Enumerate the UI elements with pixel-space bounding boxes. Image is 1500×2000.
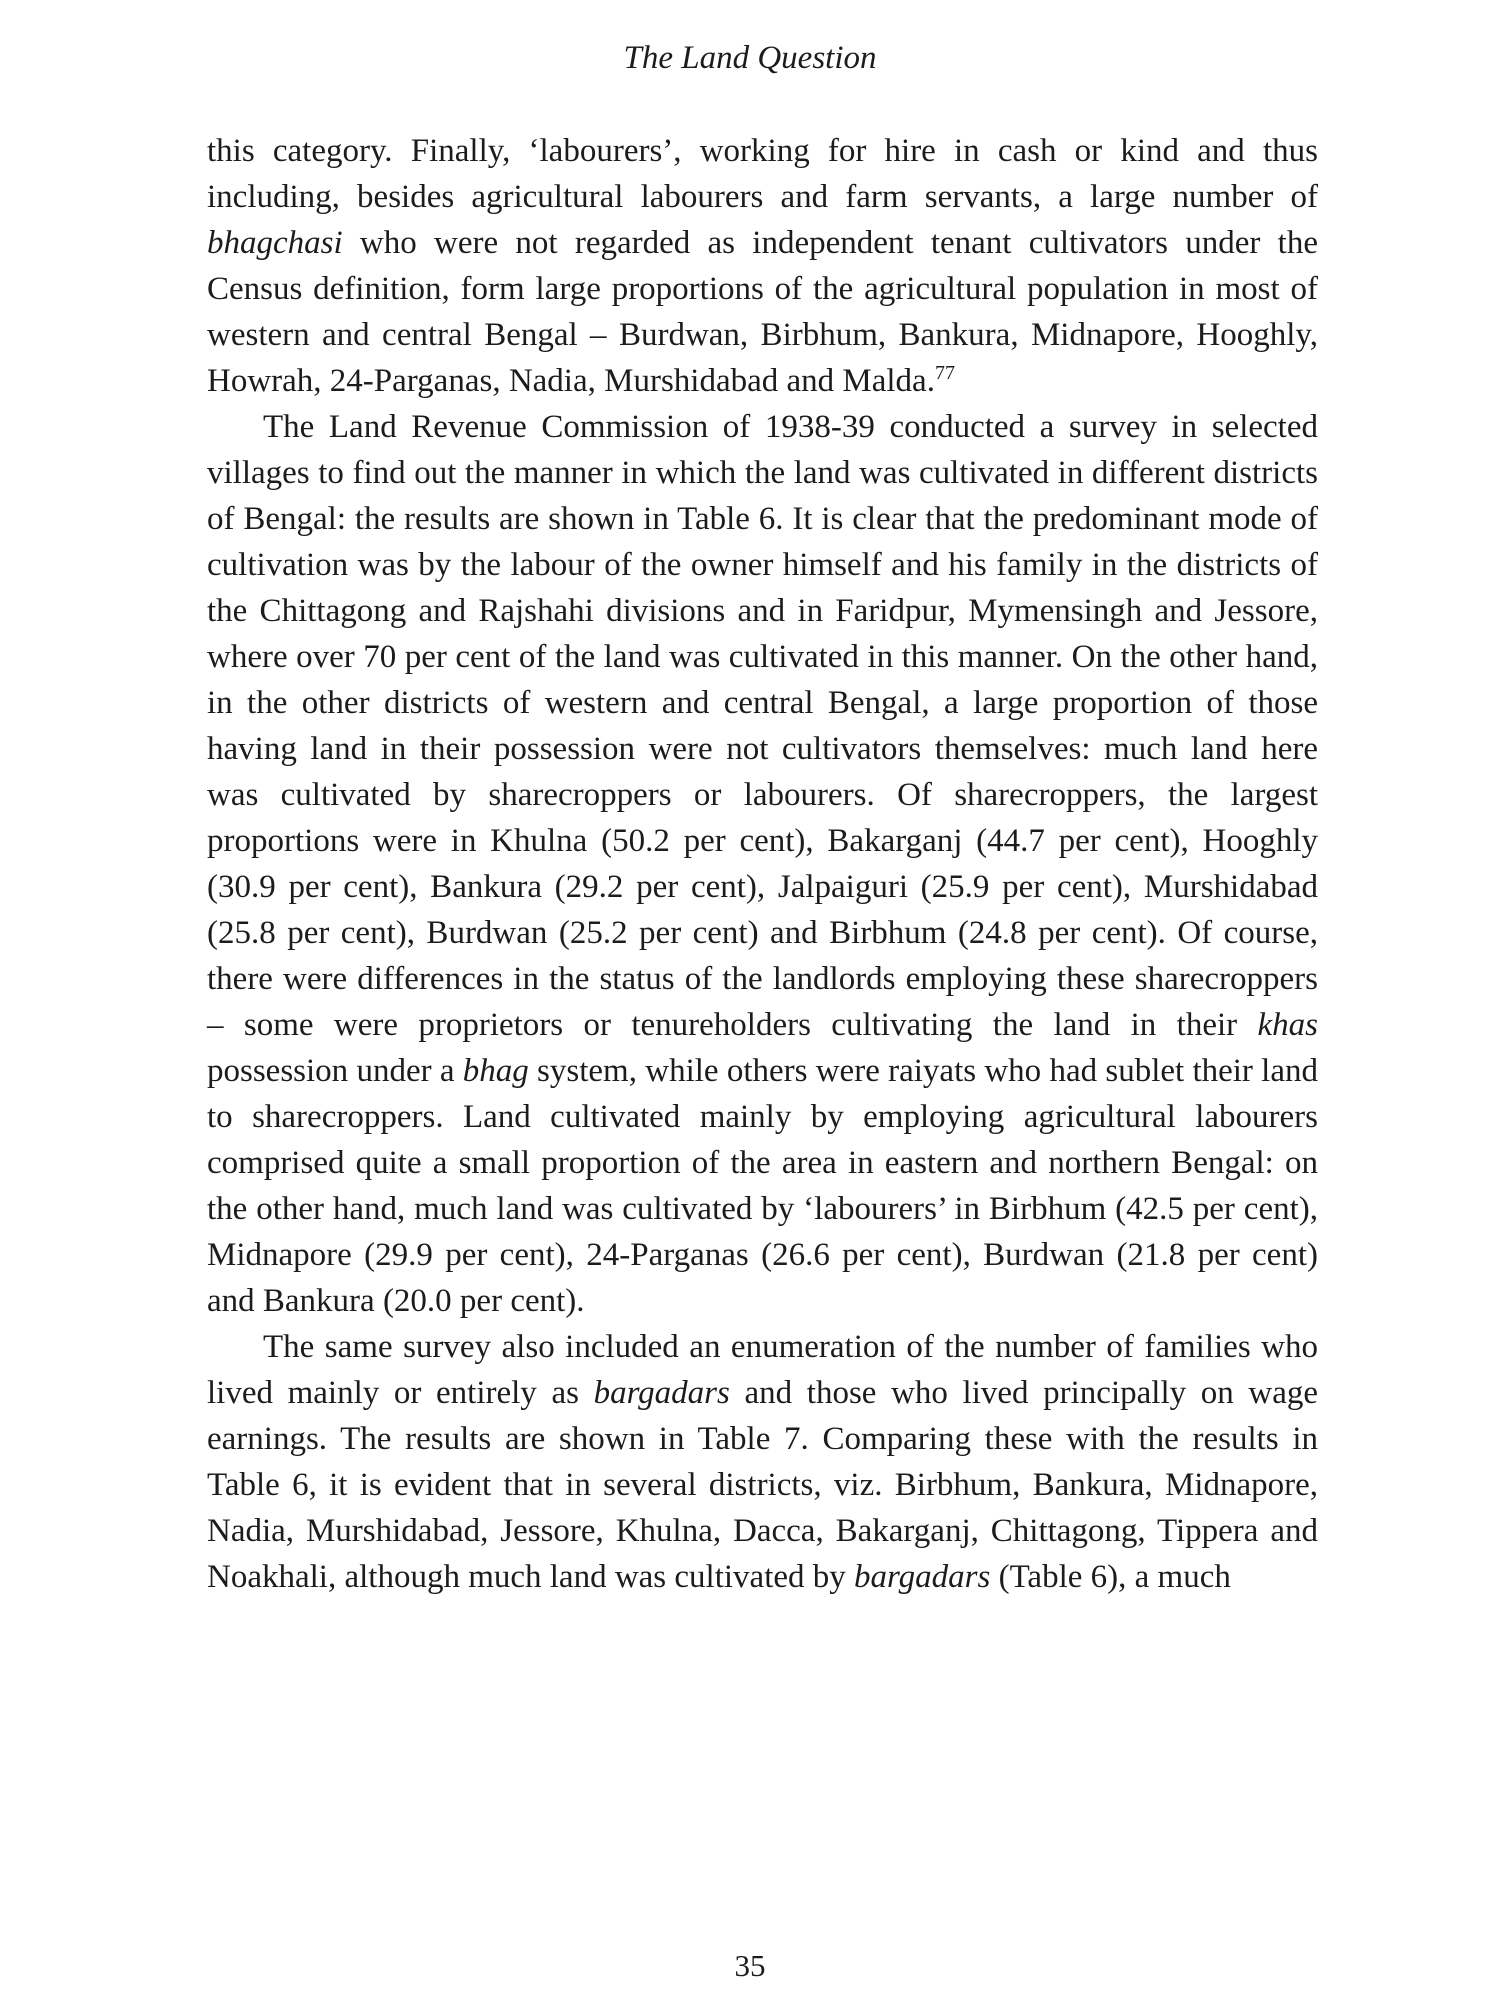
body-text	[207, 128, 1318, 1600]
paragraph	[207, 128, 1318, 404]
text-run: and those who lived principally on wage earnings. The results are shown in Table 7. Comparing these with the results in Table 6, it is evident that in several districts, viz. Birbhum, Bankura, Midnapore, Nadia, Murshidabad, Jessore, Khulna, Dacca, Bakarganj, Chittagong, Tippera and Noakhali, although much land was cultivated by	[207, 1375, 1318, 1595]
text-run: who were not regarded as independent tenant cultivators under the Census definition, form large proportions of the agricultural population in most of western and central Bengal – Burdwan, Birbhum, Bankura, Midnapore, Hooghly, Howrah, 24-Parganas, Nadia, Murshidabad and Malda.	[207, 225, 1318, 399]
footnote-marker: 77	[934, 362, 955, 384]
italic-term: khas	[1257, 1007, 1318, 1043]
paragraph	[207, 404, 1318, 1324]
text-run: system, while others were raiyats who had sublet their land to sharecroppers. Land cultivated mainly by employing agricultural labourers comprised quite a small proportion of the area in eastern and northern Bengal: on the other hand, much land was cultivated by ‘labourers’ in Birbhum (42.5 per cent), Midnapore (29.9 per cent), 24-Parganas (26.6 per cent), Burdwan (21.8 per cent) and Bankura (20.0 per cent).	[207, 1053, 1319, 1319]
running-head: The Land Question	[623, 40, 877, 76]
text-run: (Table 6), a much	[990, 1559, 1231, 1595]
italic-term: bhagchasi	[207, 225, 343, 261]
text-run: this category. Finally, ‘labourers’, working for hire in cash or kind and thus including, besides agricultural labourers and farm servants, a large number of	[207, 133, 1318, 215]
text-run: possession under a	[207, 1053, 463, 1089]
italic-term: bargadars	[854, 1559, 991, 1595]
text-run: The Land Revenue Commission of 1938-39 conducted a survey in selected villages to find out the manner in which the land was cultivated in different districts of Bengal: the results are shown in Table 6. It is clear that the predominant mode of cultivation was by the labour of the owner himself and his family in the districts of the Chittagong and Rajshahi divisions and in Faridpur, Mymensingh and Jessore, where over 70 per cent of the land was cultivated in this manner. On the other hand, in the other districts of western and central Bengal, a large proportion of those having land in their possession were not cultivators themselves: much land here was cultivated by sharecroppers or labourers. Of sharecroppers, the largest proportions were in Khulna (50.2 per cent), Bakarganj (44.7 per cent), Hooghly (30.9 per cent), Bankura (29.2 per cent), Jalpaiguri (25.9 per cent), Murshidabad (25.8 per cent), Burdwan (25.2 per cent) and Birbhum (24.8 per cent). Of course, there were differences in the status of the landlords employing these sharecroppers – some were proprietors or tenureholders cultivating the land in their	[207, 409, 1318, 1043]
italic-term: bhag	[462, 1053, 529, 1089]
italic-term: bargadars	[593, 1375, 730, 1411]
text-run: The same survey also included an enumeration of the number of families who lived mainly or entirely as	[207, 1329, 1318, 1411]
page-number: 35	[734, 1948, 766, 1983]
paragraph	[207, 1324, 1318, 1600]
